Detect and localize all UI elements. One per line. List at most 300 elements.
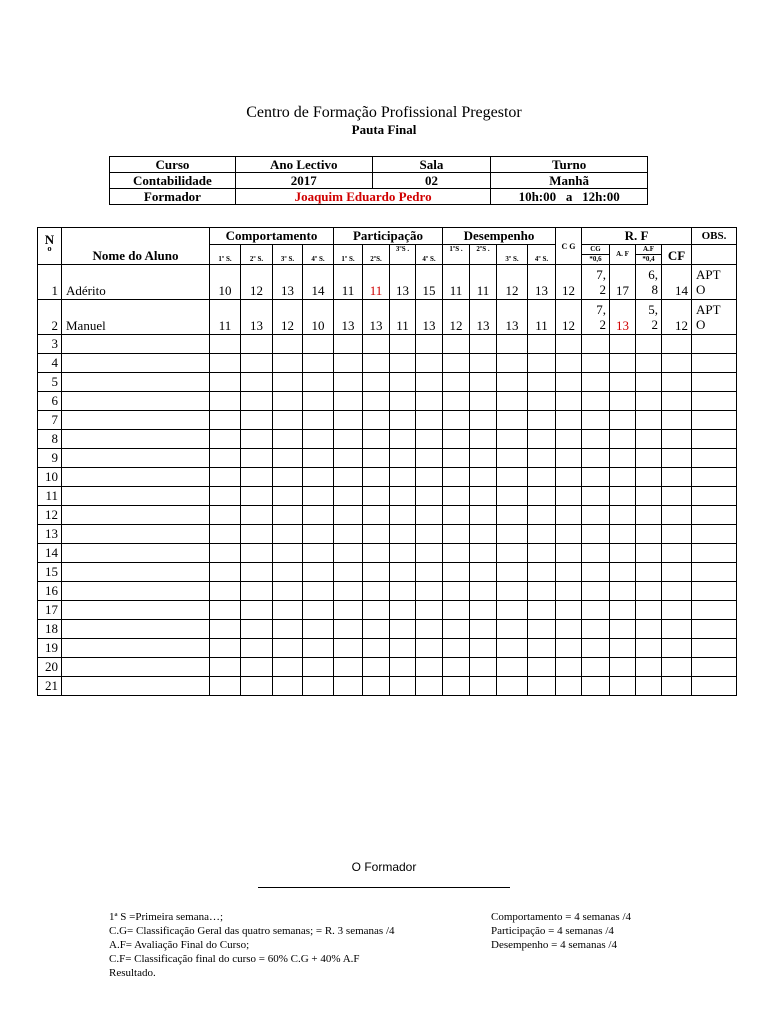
empty-cell [470, 601, 497, 620]
empty-cell [210, 487, 241, 506]
empty-cell [662, 506, 692, 525]
empty-cell [470, 487, 497, 506]
empty-cell [334, 677, 363, 696]
empty-cell [662, 354, 692, 373]
empty-cell [62, 354, 210, 373]
empty-cell [528, 449, 556, 468]
obs-header: OBS. [692, 228, 737, 245]
empty-cell [390, 449, 416, 468]
empty-cell [528, 544, 556, 563]
grade-cell: 13 [470, 300, 497, 335]
empty-cell [497, 620, 528, 639]
empty-cell [390, 620, 416, 639]
empty-cell [303, 354, 334, 373]
empty-cell [528, 658, 556, 677]
empty-cell [241, 658, 273, 677]
row-number: 8 [38, 430, 62, 449]
empty-cell [610, 430, 636, 449]
empty-cell [582, 487, 610, 506]
empty-cell [390, 335, 416, 354]
row-number: 12 [38, 506, 62, 525]
empty-cell [210, 601, 241, 620]
empty-cell [610, 392, 636, 411]
turno-label: Turno [491, 157, 648, 173]
empty-cell [334, 658, 363, 677]
empty-cell [610, 506, 636, 525]
grade-cell: 13 [363, 300, 390, 335]
empty-cell [416, 544, 443, 563]
grade-cell: 10 [210, 265, 241, 300]
empty-cell [556, 525, 582, 544]
empty-cell [416, 620, 443, 639]
empty-cell [636, 601, 662, 620]
cf-header: CF [662, 245, 692, 265]
legend-line: A.F= Avaliação Final do Curso; [109, 939, 250, 951]
empty-cell [497, 411, 528, 430]
row-number: 14 [38, 544, 62, 563]
empty-cell [273, 620, 303, 639]
empty-cell [662, 658, 692, 677]
row-number: 13 [38, 525, 62, 544]
empty-cell [62, 525, 210, 544]
empty-cell [443, 506, 470, 525]
row-number: 7 [38, 411, 62, 430]
table-row [38, 620, 737, 639]
empty-cell [610, 487, 636, 506]
empty-cell [303, 601, 334, 620]
empty-cell [210, 677, 241, 696]
empty-cell [470, 430, 497, 449]
grade-cell: 12 [556, 265, 582, 300]
empty-cell [303, 658, 334, 677]
week-part-1: 1º S. [334, 245, 363, 265]
empty-cell [636, 468, 662, 487]
empty-cell [443, 563, 470, 582]
empty-cell [390, 601, 416, 620]
cf-value: 14 [662, 265, 692, 300]
empty-cell [610, 601, 636, 620]
empty-cell [470, 506, 497, 525]
af04-value: 6, 8 [636, 265, 662, 300]
table-row [38, 411, 737, 430]
empty-cell [210, 639, 241, 658]
empty-cell [390, 411, 416, 430]
empty-cell [62, 430, 210, 449]
row-number: 18 [38, 620, 62, 639]
empty-cell [582, 373, 610, 392]
empty-cell [528, 411, 556, 430]
empty-cell [443, 601, 470, 620]
empty-cell [210, 544, 241, 563]
empty-cell [363, 658, 390, 677]
empty-cell [363, 449, 390, 468]
empty-cell [241, 335, 273, 354]
empty-cell [390, 658, 416, 677]
empty-cell [210, 354, 241, 373]
empty-cell [334, 487, 363, 506]
empty-cell [334, 639, 363, 658]
empty-cell [692, 563, 737, 582]
empty-cell [470, 354, 497, 373]
empty-cell [443, 620, 470, 639]
empty-cell [303, 544, 334, 563]
empty-cell [470, 544, 497, 563]
empty-cell [334, 582, 363, 601]
obs-value: APT O [692, 300, 737, 335]
formador-caption: O Formador [351, 860, 417, 874]
cg06-header-top: CG [582, 245, 610, 255]
legend-line: 1ª S =Primeira semana…; [109, 911, 224, 923]
empty-cell [610, 411, 636, 430]
empty-cell [363, 468, 390, 487]
row-number: 9 [38, 449, 62, 468]
empty-cell [334, 506, 363, 525]
empty-cell [334, 563, 363, 582]
empty-cell [241, 677, 273, 696]
empty-cell [692, 582, 737, 601]
empty-cell [363, 620, 390, 639]
empty-cell [662, 392, 692, 411]
empty-cell [390, 563, 416, 582]
grade-cell: 15 [416, 265, 443, 300]
empty-cell [692, 639, 737, 658]
empty-cell [636, 525, 662, 544]
grade-cell: 13 [273, 265, 303, 300]
empty-cell [497, 506, 528, 525]
empty-cell [303, 620, 334, 639]
empty-cell [273, 449, 303, 468]
empty-cell [582, 468, 610, 487]
empty-cell [692, 430, 737, 449]
empty-cell [241, 354, 273, 373]
empty-cell [62, 373, 210, 392]
formador-label: Formador [110, 189, 236, 205]
empty-cell [556, 373, 582, 392]
empty-cell [610, 639, 636, 658]
empty-cell [363, 601, 390, 620]
row-number: 6 [38, 392, 62, 411]
empty-cell [470, 411, 497, 430]
empty-cell [241, 411, 273, 430]
af04-header-bottom: *0,4 [636, 255, 662, 265]
row-number: 11 [38, 487, 62, 506]
grade-cell: 11 [390, 300, 416, 335]
table-row [38, 335, 737, 354]
table-row [38, 658, 737, 677]
empty-cell [497, 392, 528, 411]
empty-cell [62, 620, 210, 639]
empty-cell [636, 544, 662, 563]
empty-cell [416, 411, 443, 430]
empty-cell [416, 506, 443, 525]
grade-cell: 13 [528, 265, 556, 300]
grade-cell: 13 [416, 300, 443, 335]
empty-cell [497, 563, 528, 582]
empty-cell [636, 582, 662, 601]
empty-cell [363, 677, 390, 696]
legend-line: Resultado. [109, 967, 156, 979]
empty-cell [662, 563, 692, 582]
course-info-table [109, 156, 648, 205]
legend-line: C.G= Classificação Geral das quatro semanas; = R. 3 semanas /4 [109, 925, 395, 937]
empty-cell [692, 525, 737, 544]
empty-cell [582, 563, 610, 582]
empty-cell [303, 563, 334, 582]
empty-cell [363, 392, 390, 411]
empty-cell [636, 620, 662, 639]
empty-cell [334, 525, 363, 544]
empty-cell [662, 449, 692, 468]
empty-cell [210, 563, 241, 582]
grade-cell: 13 [390, 265, 416, 300]
empty-cell [390, 468, 416, 487]
empty-cell [363, 544, 390, 563]
empty-cell [241, 506, 273, 525]
empty-cell [556, 392, 582, 411]
empty-cell [62, 601, 210, 620]
ano-label: Ano Lectivo [235, 157, 372, 173]
empty-cell [303, 582, 334, 601]
week-part-3: 3ºS . [390, 245, 416, 265]
empty-cell [497, 601, 528, 620]
empty-cell [241, 487, 273, 506]
empty-cell [610, 658, 636, 677]
empty-cell [363, 639, 390, 658]
empty-cell [443, 677, 470, 696]
empty-cell [470, 563, 497, 582]
grade-cell: 11 [528, 300, 556, 335]
week-comp-1: 1º S. [210, 245, 241, 265]
table-row [38, 677, 737, 696]
row-number: 3 [38, 335, 62, 354]
empty-cell [210, 430, 241, 449]
empty-cell [334, 373, 363, 392]
week-comp-4: 4º S. [303, 245, 334, 265]
empty-cell [528, 468, 556, 487]
empty-cell [556, 449, 582, 468]
empty-cell [416, 373, 443, 392]
empty-cell [363, 563, 390, 582]
group-comportamento: Comportamento [210, 228, 334, 245]
legend-line: Comportamento = 4 semanas /4 [491, 911, 632, 923]
grade-cell: 11 [334, 265, 363, 300]
empty-cell [692, 544, 737, 563]
empty-cell [610, 373, 636, 392]
table-row [38, 354, 737, 373]
empty-cell [636, 392, 662, 411]
page-title: Centro de Formação Profissional Pregestor [246, 104, 522, 121]
row-number: 19 [38, 639, 62, 658]
empty-cell [497, 582, 528, 601]
empty-cell [363, 525, 390, 544]
empty-cell [390, 430, 416, 449]
empty-cell [497, 430, 528, 449]
empty-cell [636, 430, 662, 449]
empty-cell [470, 468, 497, 487]
empty-cell [363, 430, 390, 449]
empty-cell [273, 335, 303, 354]
empty-cell [528, 677, 556, 696]
week-part-2: 2ºS. [363, 245, 390, 265]
empty-cell [334, 468, 363, 487]
empty-cell [416, 639, 443, 658]
empty-cell [582, 677, 610, 696]
week-part-4: 4º S. [416, 245, 443, 265]
empty-cell [692, 449, 737, 468]
week-des-2: 2ºS . [470, 245, 497, 265]
empty-cell [390, 582, 416, 601]
empty-cell [273, 468, 303, 487]
empty-cell [273, 601, 303, 620]
empty-cell [443, 525, 470, 544]
cf-value: 12 [662, 300, 692, 335]
empty-cell [662, 601, 692, 620]
empty-cell [363, 506, 390, 525]
empty-cell [582, 449, 610, 468]
cg06-value: 7, 2 [582, 265, 610, 300]
empty-cell [241, 373, 273, 392]
empty-cell [273, 525, 303, 544]
empty-cell [556, 430, 582, 449]
empty-cell [443, 335, 470, 354]
empty-cell [556, 354, 582, 373]
empty-cell [528, 430, 556, 449]
row-number: 4 [38, 354, 62, 373]
empty-cell [497, 639, 528, 658]
empty-cell [303, 392, 334, 411]
col-num-header: N º [38, 228, 62, 265]
empty-cell [363, 411, 390, 430]
grade-cell: 11 [470, 265, 497, 300]
empty-cell [363, 582, 390, 601]
grade-cell: 13 [497, 300, 528, 335]
empty-cell [662, 373, 692, 392]
empty-cell [497, 373, 528, 392]
empty-cell [210, 582, 241, 601]
empty-cell [470, 335, 497, 354]
legend-line: C.F= Classificação final do curso = 60% C.G + 40% A.F [109, 953, 360, 965]
empty-cell [273, 487, 303, 506]
empty-cell [363, 373, 390, 392]
empty-cell [582, 620, 610, 639]
empty-cell [528, 506, 556, 525]
empty-cell [528, 563, 556, 582]
empty-cell [416, 449, 443, 468]
empty-cell [470, 449, 497, 468]
week-comp-2: 2º S. [241, 245, 273, 265]
empty-cell [443, 544, 470, 563]
hora-sep: a [565, 189, 573, 204]
empty-cell [390, 544, 416, 563]
empty-cell [692, 677, 737, 696]
empty-cell [692, 392, 737, 411]
empty-cell [273, 411, 303, 430]
empty-cell [556, 468, 582, 487]
empty-cell [470, 525, 497, 544]
empty-cell [528, 525, 556, 544]
empty-cell [556, 506, 582, 525]
empty-cell [443, 392, 470, 411]
curso-value: Contabilidade [110, 173, 236, 189]
empty-cell [443, 449, 470, 468]
empty-cell [273, 639, 303, 658]
empty-cell [62, 449, 210, 468]
empty-cell [556, 677, 582, 696]
empty-cell [582, 354, 610, 373]
empty-cell [241, 392, 273, 411]
empty-cell [62, 658, 210, 677]
empty-cell [241, 582, 273, 601]
af-value: 13 [610, 300, 636, 335]
empty-cell [416, 582, 443, 601]
empty-cell [390, 487, 416, 506]
empty-cell [210, 506, 241, 525]
empty-cell [528, 582, 556, 601]
empty-cell [416, 563, 443, 582]
empty-cell [636, 411, 662, 430]
empty-cell [62, 468, 210, 487]
obs-value: APT O [692, 265, 737, 300]
hora-fim: 12h:00 [582, 189, 620, 204]
empty-cell [210, 411, 241, 430]
empty-cell [556, 563, 582, 582]
empty-cell [443, 658, 470, 677]
empty-cell [416, 335, 443, 354]
empty-cell [416, 677, 443, 696]
formador-value: Joaquim Eduardo Pedro [235, 189, 490, 205]
empty-cell [470, 658, 497, 677]
grade-cell: 12 [443, 300, 470, 335]
empty-cell [390, 392, 416, 411]
empty-cell [636, 506, 662, 525]
row-number: 21 [38, 677, 62, 696]
empty-cell [303, 639, 334, 658]
empty-cell [390, 639, 416, 658]
empty-cell [390, 354, 416, 373]
table-row [38, 563, 737, 582]
empty-cell [303, 677, 334, 696]
empty-cell [528, 392, 556, 411]
grade-cell: 11 [210, 300, 241, 335]
turno-value: Manhã [491, 173, 648, 189]
empty-cell [241, 544, 273, 563]
empty-cell [610, 354, 636, 373]
row-number: 15 [38, 563, 62, 582]
empty-cell [443, 411, 470, 430]
empty-cell [636, 449, 662, 468]
empty-cell [363, 354, 390, 373]
page-subtitle: Pauta Final [351, 122, 417, 137]
empty-cell [692, 335, 737, 354]
empty-cell [390, 373, 416, 392]
empty-cell [556, 601, 582, 620]
empty-cell [692, 487, 737, 506]
empty-cell [210, 335, 241, 354]
empty-cell [610, 582, 636, 601]
empty-cell [273, 430, 303, 449]
empty-cell [582, 544, 610, 563]
af-value: 17 [610, 265, 636, 300]
student-name: Manuel [62, 300, 210, 335]
empty-cell [636, 639, 662, 658]
row-number: 10 [38, 468, 62, 487]
horario [491, 189, 648, 205]
empty-cell [528, 373, 556, 392]
empty-cell [662, 677, 692, 696]
empty-cell [334, 449, 363, 468]
row-number: 16 [38, 582, 62, 601]
empty-cell [470, 677, 497, 696]
